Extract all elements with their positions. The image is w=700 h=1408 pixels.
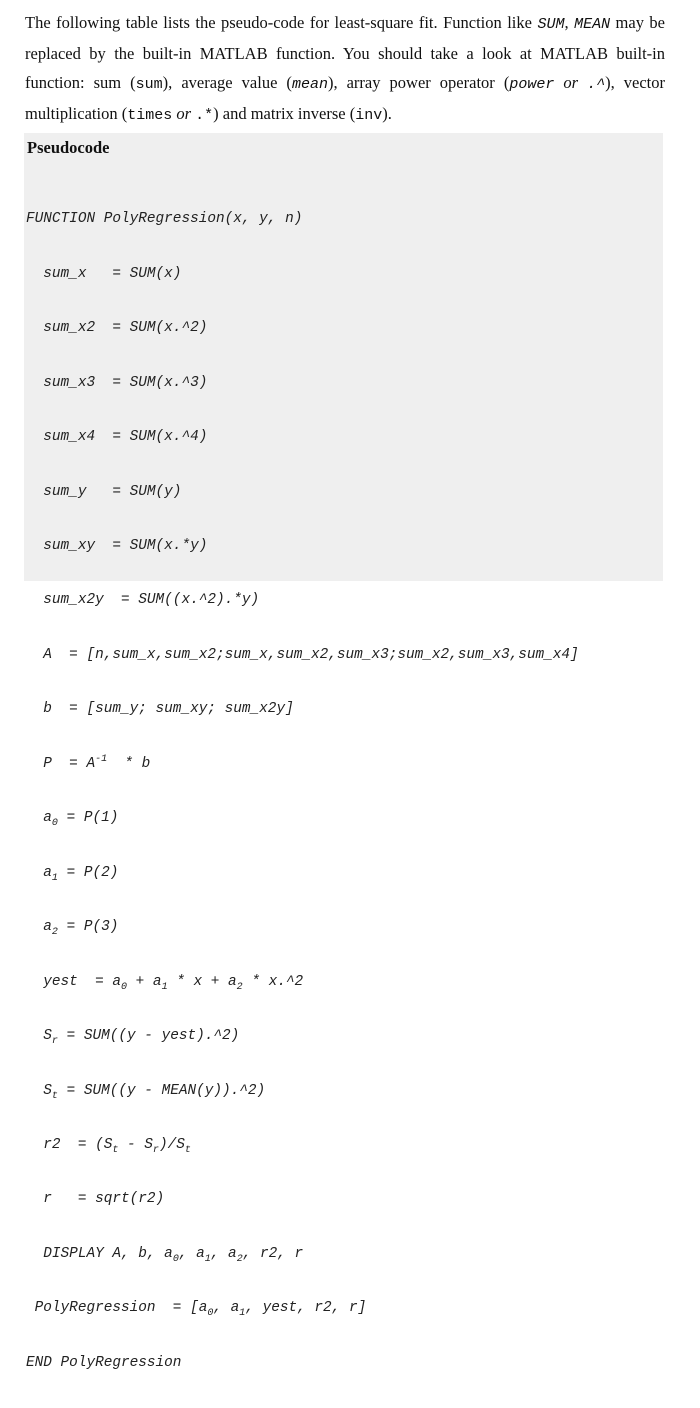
code-subscript: r — [152, 1144, 159, 1156]
code-subscript: t — [184, 1144, 191, 1156]
code-text: a — [26, 864, 52, 881]
code-text: P = A — [26, 755, 96, 772]
code-text: = SUM((y - MEAN(y)).^2) — [57, 1082, 266, 1099]
code-text: + a — [127, 973, 162, 990]
pseudocode-title: Pseudocode — [27, 138, 110, 157]
code-text: * x.^2 — [242, 973, 304, 990]
code-superscript: -1 — [95, 754, 108, 766]
code-subscript: t — [51, 1090, 58, 1102]
code-text: , a — [210, 1245, 237, 1262]
mean-function-name: MEAN — [574, 16, 611, 33]
code-subscript: 2 — [236, 981, 243, 993]
code-subscript: 1 — [51, 872, 58, 884]
code-text: * x + a — [167, 973, 237, 990]
code-subscript: 2 — [236, 1253, 243, 1265]
code-line — [26, 1299, 579, 1320]
times-code: times — [127, 107, 173, 124]
intro-text: ), array power operator ( — [327, 73, 510, 92]
code-subscript: 0 — [121, 981, 128, 993]
code-line: END PolyRegression — [26, 1354, 182, 1371]
power-operator: .^ — [587, 76, 606, 93]
code-line: sum_y = SUM(y) — [26, 483, 182, 500]
code-line — [26, 1245, 579, 1263]
code-line: FUNCTION PolyRegression(x, y, n) — [26, 211, 303, 228]
code-line: r = sqrt(r2) — [26, 1191, 165, 1208]
times-operator: .* — [195, 107, 214, 124]
inv-code: inv — [355, 107, 383, 124]
code-line: sum_x4 = SUM(x.^4) — [26, 429, 208, 446]
mean-code: mean — [291, 76, 328, 93]
code-line — [26, 864, 579, 882]
intro-or: or — [172, 104, 196, 123]
code-line — [26, 1136, 579, 1154]
code-subscript: 1 — [239, 1308, 246, 1320]
code-text: yest = a — [26, 973, 121, 990]
code-text: = P(1) — [57, 810, 119, 827]
code-line: sum_x = SUM(x) — [26, 265, 182, 282]
code-line — [26, 1082, 579, 1100]
code-subscript: 0 — [51, 818, 58, 830]
code-text: , a — [213, 1300, 240, 1317]
code-subscript: 1 — [204, 1253, 211, 1265]
code-line — [26, 918, 579, 939]
intro-text: ), vector multiplication ( — [25, 73, 665, 123]
intro-text: , — [564, 13, 575, 32]
code-text: - S — [118, 1137, 153, 1154]
intro-text: ), average value ( — [162, 73, 292, 92]
code-text: S — [26, 1028, 52, 1045]
intro-text: may be replaced by the built-in MATLAB function. You should take a look at MATLAB built-in function: sum ( — [25, 13, 666, 92]
code-line: sum_xy = SUM(x.*y) — [26, 538, 208, 555]
code-text: r2 = (S — [26, 1137, 113, 1154]
code-line — [26, 1027, 579, 1045]
code-line: A = [n,sum_x,sum_x2;sum_x,sum_x2,sum_x3;sum_x2,sum_x3,sum_x4] — [26, 646, 579, 663]
sum-function-name: SUM — [537, 16, 565, 33]
code-text: = P(3) — [57, 919, 119, 936]
code-subscript: 0 — [207, 1308, 214, 1320]
intro-paragraph — [25, 8, 665, 130]
code-line: sum_x2 = SUM(x.^2) — [26, 320, 208, 337]
code-subscript: r — [51, 1035, 58, 1047]
code-line: sum_x3 = SUM(x.^3) — [26, 374, 208, 391]
code-subscript: 0 — [172, 1253, 179, 1265]
code-subscript: 2 — [51, 927, 58, 939]
sum-code: sum — [135, 76, 163, 93]
code-text: )/S — [158, 1137, 185, 1154]
code-line: b = [sum_y; sum_xy; sum_x2y] — [26, 701, 294, 718]
code-text: = P(2) — [57, 864, 119, 881]
code-text: a — [26, 919, 52, 936]
code-text: = SUM((y - yest).^2) — [57, 1028, 240, 1045]
code-text: , r2, r — [242, 1245, 304, 1262]
code-text: , yest, r2, r] — [245, 1300, 367, 1317]
intro-text: ). — [382, 104, 392, 123]
code-line — [26, 809, 579, 830]
code-line — [26, 755, 579, 773]
code-text: S — [26, 1082, 52, 1099]
pseudocode-listing — [26, 174, 579, 1408]
code-subscript: t — [112, 1144, 119, 1156]
power-code: power — [509, 76, 555, 93]
code-subscript: 1 — [161, 981, 168, 993]
code-line — [26, 973, 579, 991]
code-text: DISPLAY A, b, a — [26, 1245, 173, 1262]
code-text: PolyRegression = [a — [26, 1300, 208, 1317]
code-text: , a — [178, 1245, 205, 1262]
code-line: sum_x2y = SUM((x.^2).*y) — [26, 592, 260, 609]
intro-or: or — [554, 73, 588, 92]
code-text: * b — [107, 755, 151, 772]
pseudocode-box — [24, 133, 663, 1371]
code-text: a — [26, 810, 52, 827]
intro-text: ) and matrix inverse ( — [213, 104, 356, 123]
intro-text: The following table lists the pseudo-code for least-square fit. Function like — [25, 13, 538, 32]
